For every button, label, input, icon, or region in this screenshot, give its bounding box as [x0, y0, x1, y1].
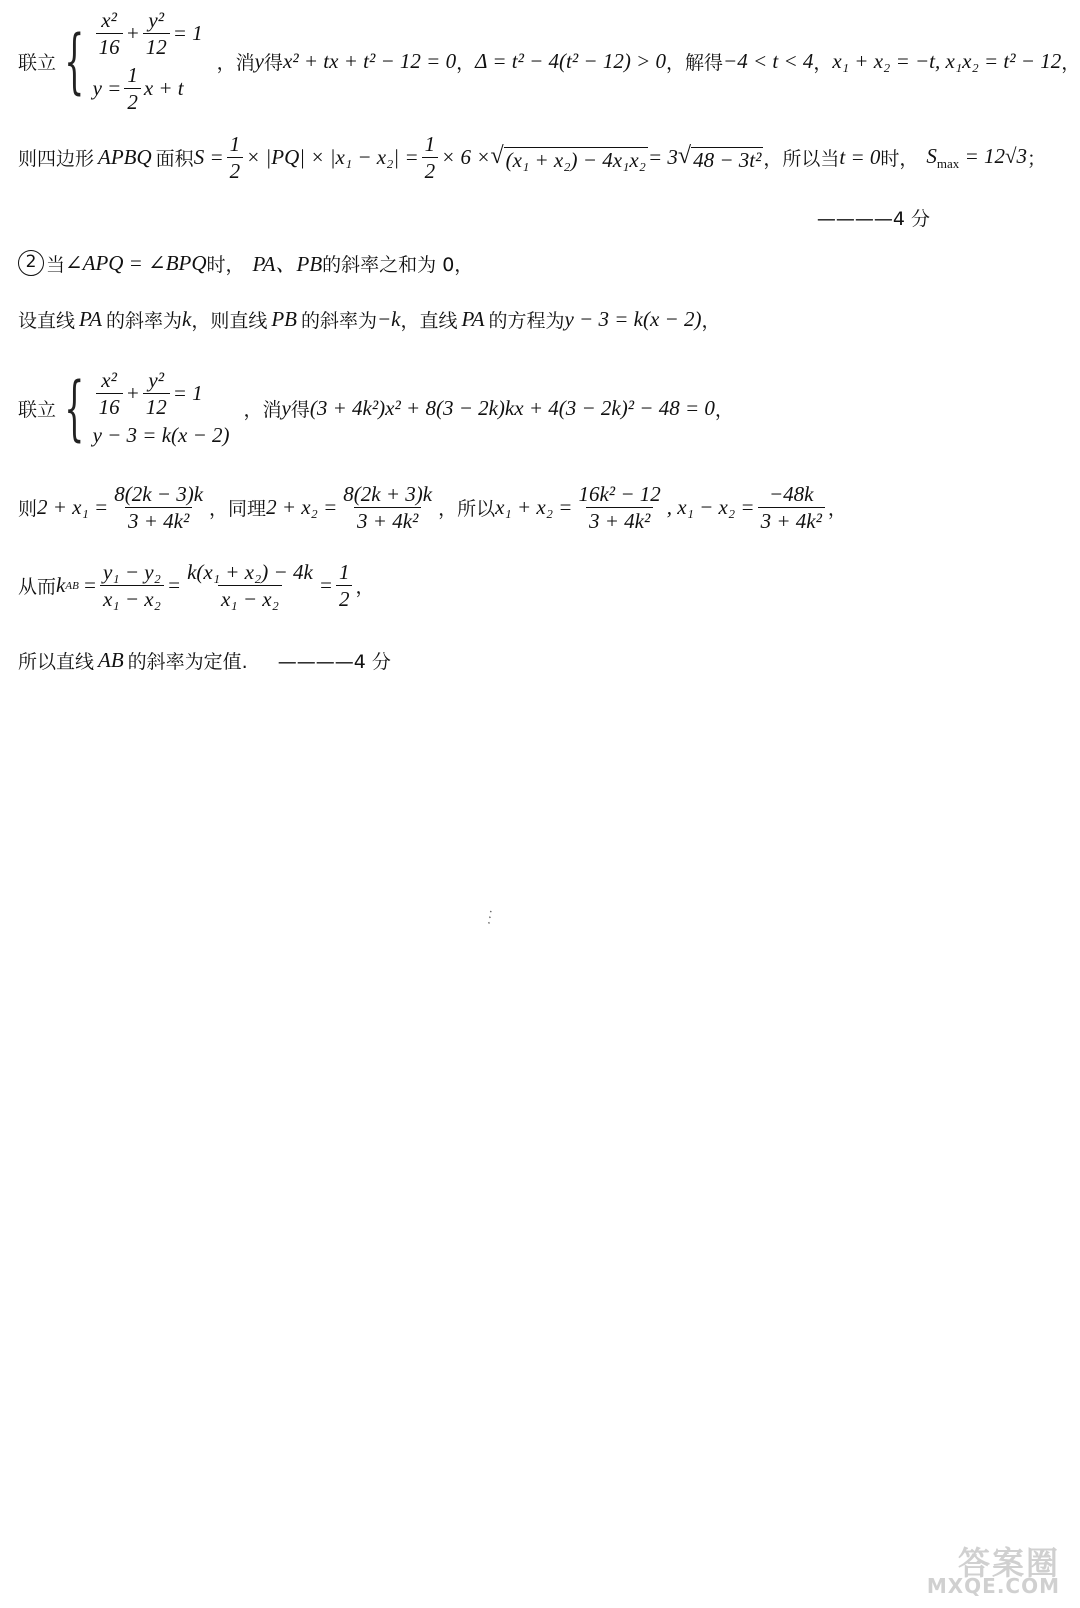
- math: t = 0: [839, 145, 881, 170]
- math: x₁ + x₂ = −t, x₁x₂ = t² − 12: [832, 48, 1062, 73]
- text: 时，: [206, 253, 245, 276]
- text: ，所以: [438, 498, 496, 521]
- text: ，: [827, 498, 847, 521]
- math: AB: [98, 648, 124, 672]
- line-2: [18, 132, 1046, 183]
- text: ；: [1027, 148, 1047, 171]
- stray-dots: ⋰: [480, 907, 499, 927]
- text: 联立: [18, 51, 57, 74]
- math: k: [181, 307, 192, 331]
- text: 设直线: [18, 310, 76, 332]
- text: ，同理: [209, 498, 267, 521]
- math: y − 3 = k(x − 2): [564, 307, 702, 331]
- text: ，直线: [400, 310, 458, 332]
- text: ，: [456, 51, 476, 74]
- text: 的方程为: [488, 310, 565, 332]
- text: ，: [714, 398, 734, 421]
- math: Δ = t² − 4(t² − 12) > 0: [475, 48, 667, 73]
- math: APBQ: [98, 145, 152, 170]
- math: PA: [461, 307, 485, 331]
- text: ，: [813, 51, 833, 74]
- sqrt-icon: √: [490, 142, 504, 169]
- left-brace-icon: {: [64, 20, 85, 103]
- math: y: [281, 395, 291, 420]
- math-expression: 2 + x₂ = $\frac{8(2k + 3)k}{\text{3 + 4k²}}$: [266, 482, 433, 534]
- sqrt-icon: √: [677, 142, 692, 169]
- math: −k: [377, 307, 401, 331]
- math-expression: x₁ + x₂ = $\frac{\text{16k² − 12}}{\text{3 + 4k²}}$ , x₁ − x₂ = $\frac{-48k}{\text{3 + 4k²}}$: [495, 482, 828, 533]
- text: ，则直线: [191, 310, 268, 332]
- text: 的斜率为: [105, 310, 182, 332]
- math: PA、PB: [252, 252, 323, 276]
- line-3: [18, 248, 473, 278]
- math: PA: [79, 307, 102, 331]
- equation-system: { $\frac{\text{x²}}{16}$ + $\frac{\text{y²}}{12}$ = 1 y = $\frac{1}{2}$ x + t: [64, 8, 203, 115]
- score-label: ————4 分: [277, 651, 391, 673]
- line-7: [18, 560, 374, 611]
- circled-number: 2: [18, 250, 44, 276]
- text: 时，: [880, 148, 919, 171]
- text: ，: [701, 310, 721, 332]
- text: 则: [18, 498, 38, 521]
- watermark-top: 答案圈: [957, 1544, 1060, 1582]
- score-label: ————4 分: [816, 208, 930, 230]
- math-expression: k AB = $\frac{\text{y₁ − y₂}}{\text{x₁ − x₂}}$ = $\frac{\text{k(x₁ + x₂) − 4k}}{\text{x₁ − x₂}}$ = $\frac{1}{2}$: [56, 560, 355, 611]
- math-expression: 2 + x₁ = $\frac{8(2k - 3)k}{\text{3 + 4k²}}$: [37, 482, 204, 534]
- line-5: [18, 368, 734, 448]
- math: −4 < t < 4: [723, 48, 814, 73]
- text: 则四边形: [18, 148, 95, 171]
- text: 面积: [155, 148, 194, 171]
- watermark-logo: [920, 1538, 1060, 1598]
- text: 联立: [18, 398, 57, 421]
- line-6: [18, 482, 847, 533]
- math: ∠APQ = ∠BPQ: [65, 250, 207, 275]
- math: x² + tx + t² − 12 = 0: [283, 48, 457, 73]
- math: PB: [271, 307, 297, 331]
- line-8: [18, 647, 391, 674]
- left-brace-icon: {: [64, 367, 85, 450]
- text: ，消: [216, 51, 255, 74]
- line-1: [18, 8, 1080, 115]
- equation-system: { $\frac{\text{x²}}{16}$ + $\frac{\text{y²}}{12}$ = 1 y − 3 = k(x − 2): [64, 367, 230, 450]
- text: ，: [1061, 51, 1080, 74]
- text: 的斜率为定值.: [127, 651, 248, 673]
- math: y: [254, 48, 264, 73]
- text: 得: [264, 51, 284, 74]
- text: 从而: [18, 576, 57, 599]
- math: (3 + 4k²)x² + 8(3 − 2k)kx + 4(3 − 2k)² − 48 = 0: [309, 395, 715, 420]
- text: 所以直线: [18, 651, 95, 673]
- line-4: [18, 306, 720, 333]
- math-expression: S = $\frac{1}{2}$ × |PQ| × |x₁ − x₂| = $\frac{1}{2}$ × 6 × √ (x₁ + x₂) − 4x₁x₂ = 3 √ 48 − 3t²: [193, 132, 762, 184]
- text: 当: [46, 253, 66, 276]
- text: 的斜率之和为 0，: [322, 253, 474, 276]
- text: 得: [290, 398, 310, 421]
- text: ，所以当: [763, 148, 840, 171]
- text: ，: [355, 576, 375, 599]
- text: ，解得: [666, 51, 724, 74]
- text: 的斜率为: [300, 310, 377, 332]
- text: ，消: [243, 398, 282, 421]
- math: $S_{max} = 12√3$: [926, 143, 1028, 171]
- watermark-bottom: MXQE.COM: [926, 1574, 1060, 1598]
